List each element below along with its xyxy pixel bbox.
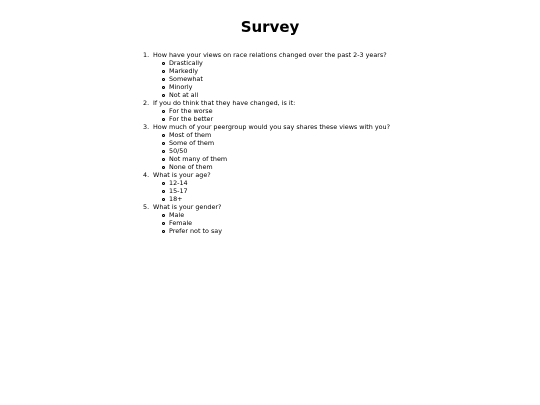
answer-option[interactable]: [143, 91, 533, 99]
question-number: 2.: [143, 99, 150, 107]
answer-option-label: Minorly: [169, 83, 193, 91]
radio-circle-icon[interactable]: [162, 230, 165, 233]
survey-question: [143, 99, 533, 107]
answer-option[interactable]: [143, 219, 533, 227]
answer-option[interactable]: [143, 163, 533, 171]
question-text: How much of your peergroup would you say shares these views with you?: [153, 123, 391, 131]
answer-option-label: None of them: [169, 163, 213, 171]
answer-option[interactable]: [143, 179, 533, 187]
radio-circle-icon[interactable]: [162, 94, 165, 97]
answer-option-label: Female: [169, 219, 193, 227]
radio-circle-icon[interactable]: [162, 110, 165, 113]
answer-option-label: Somewhat: [169, 75, 203, 83]
radio-circle-icon[interactable]: [162, 142, 165, 145]
radio-circle-icon[interactable]: [162, 182, 165, 185]
answer-option[interactable]: [143, 139, 533, 147]
survey-question: [143, 123, 533, 131]
answer-option[interactable]: [143, 59, 533, 67]
radio-circle-icon[interactable]: [162, 118, 165, 121]
question-text: If you do think that they have changed, is it:: [153, 99, 296, 107]
answer-option[interactable]: [143, 75, 533, 83]
answer-option-label: Some of them: [169, 139, 215, 147]
radio-circle-icon[interactable]: [162, 62, 165, 65]
question-number: 4.: [143, 171, 150, 179]
answer-option-label: Markedly: [169, 67, 199, 75]
survey-question: [143, 203, 533, 211]
question-number: 1.: [143, 51, 150, 59]
answer-option-label: For the better: [169, 115, 214, 123]
answer-option-label: Prefer not to say: [169, 227, 222, 235]
answer-option[interactable]: [143, 187, 533, 195]
answer-option[interactable]: [143, 115, 533, 123]
radio-circle-icon[interactable]: [162, 70, 165, 73]
answer-option-label: 18+: [169, 195, 183, 203]
radio-circle-icon[interactable]: [162, 198, 165, 201]
answer-option-label: Drastically: [169, 59, 203, 67]
answer-option-label: For the worse: [169, 107, 213, 115]
radio-circle-icon[interactable]: [162, 222, 165, 225]
answer-option-label: Not many of them: [169, 155, 228, 163]
radio-circle-icon[interactable]: [162, 78, 165, 81]
answer-option[interactable]: [143, 227, 533, 235]
question-text: What is your age?: [153, 171, 211, 179]
answer-option-label: 50/50: [169, 147, 188, 155]
radio-circle-icon[interactable]: [162, 158, 165, 161]
answer-option[interactable]: [143, 155, 533, 163]
answer-option[interactable]: [143, 195, 533, 203]
answer-option[interactable]: [143, 67, 533, 75]
survey-question: [143, 51, 533, 59]
answer-option-label: Not at all: [169, 91, 199, 99]
answer-option[interactable]: [143, 211, 533, 219]
survey-question-list: [143, 51, 533, 235]
radio-circle-icon[interactable]: [162, 134, 165, 137]
answer-option[interactable]: [143, 147, 533, 155]
radio-circle-icon[interactable]: [162, 150, 165, 153]
answer-option-label: 15-17: [169, 187, 188, 195]
answer-option-label: 12-14: [169, 179, 188, 187]
question-text: What is your gender?: [153, 203, 222, 211]
page-title: Survey: [240, 18, 300, 36]
answer-option[interactable]: [143, 83, 533, 91]
answer-option[interactable]: [143, 131, 533, 139]
radio-circle-icon[interactable]: [162, 166, 165, 169]
question-text: How have your views on race relations changed over the past 2-3 years?: [153, 51, 387, 59]
survey-question: [143, 171, 533, 179]
answer-option-label: Male: [169, 211, 185, 219]
question-number: 3.: [143, 123, 150, 131]
radio-circle-icon[interactable]: [162, 86, 165, 89]
answer-option[interactable]: [143, 107, 533, 115]
answer-option-label: Most of them: [169, 131, 212, 139]
radio-circle-icon[interactable]: [162, 214, 165, 217]
radio-circle-icon[interactable]: [162, 190, 165, 193]
question-number: 5.: [143, 203, 150, 211]
